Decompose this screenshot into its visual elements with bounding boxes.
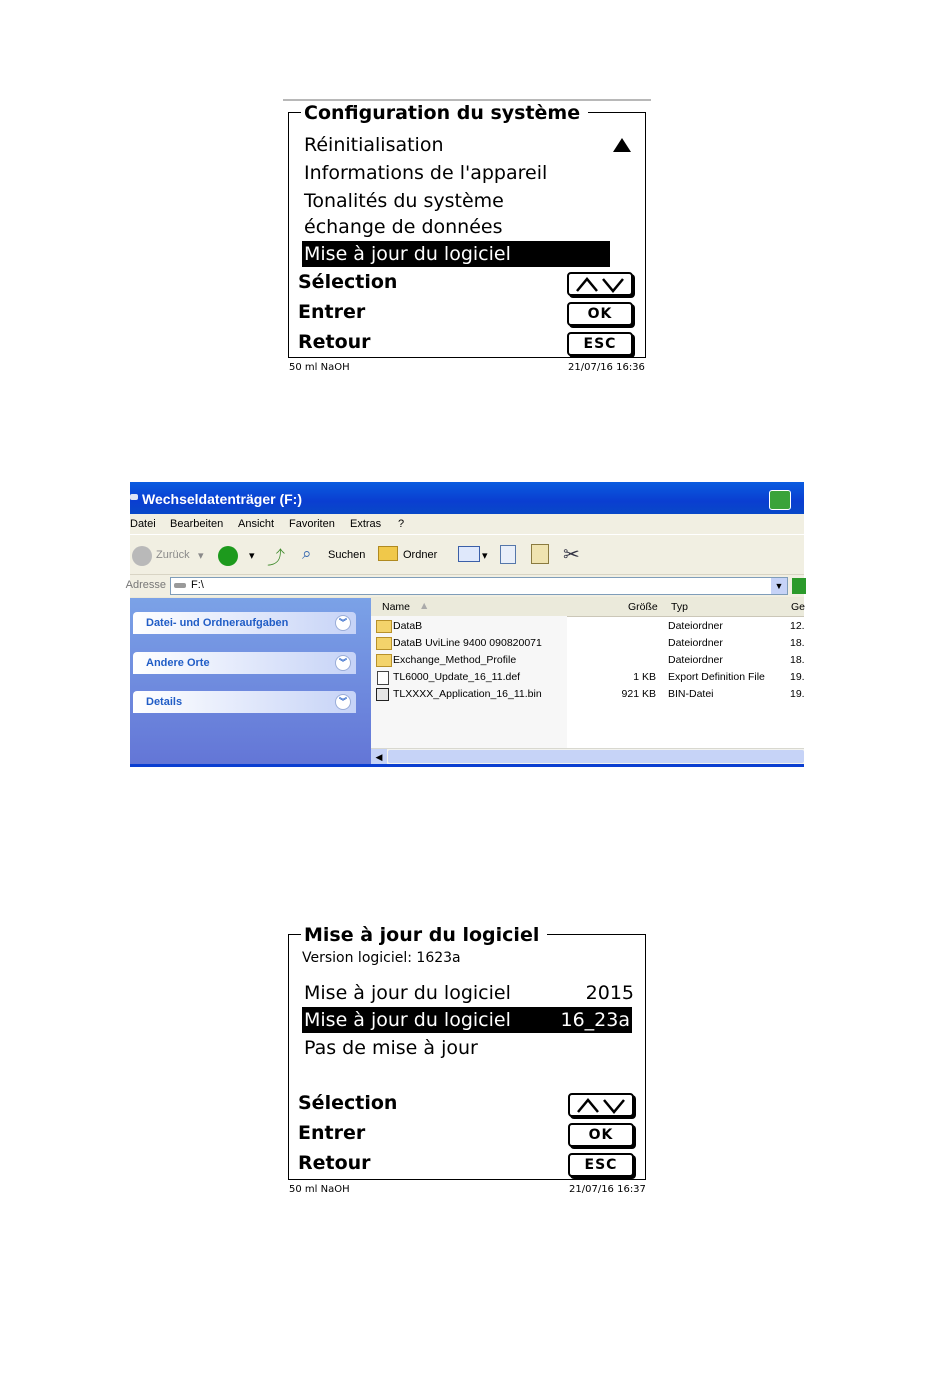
menu-item-device-info[interactable]: Informations de l'appareil [304,162,548,184]
menu-favoriten[interactable]: Favoriten [289,518,335,530]
ok-button[interactable]: OK [567,302,633,326]
key-label-back: Retour [298,1152,371,1174]
explorer-window [125,482,806,767]
window-control-icon[interactable] [769,490,791,510]
software-version: Version logiciel: 1623a [302,950,461,966]
file-date: 18. [790,654,805,666]
views-dropdown-icon[interactable]: ▾ [482,550,488,562]
folders-button[interactable]: Ordner [403,549,438,561]
key-label-enter: Entrer [298,301,366,323]
address-label: Adresse [125,579,166,591]
back-arrow-icon[interactable] [132,546,152,566]
window-border [130,764,804,767]
menu-help[interactable]: ? [398,518,405,530]
menu-ansicht[interactable]: Ansicht [238,518,275,530]
back-dropdown-icon[interactable]: ▾ [198,550,204,562]
file-type: Export Definition File [668,671,765,683]
menu-item-reset[interactable]: Réinitialisation [304,134,444,156]
forward-dropdown-icon[interactable]: ▾ [249,550,255,562]
key-label-back: Retour [298,331,371,353]
option-label: Mise à jour du logiciel [304,1009,511,1031]
footer-reagent: 50 ml NaOH [289,1184,350,1195]
expand-chevron-icon[interactable]: ︾ [335,655,351,671]
copy-icon[interactable] [500,545,516,564]
horizontal-scrollbar[interactable] [371,748,804,765]
cut-icon[interactable]: ✂ [563,544,580,566]
esc-button[interactable]: ESC [568,1153,634,1177]
folder-icon [376,637,392,650]
file-size: 1 KB [633,671,656,683]
software-update-screen [288,924,646,1180]
folders-icon[interactable] [378,546,398,561]
menu-bar [130,514,804,534]
menu-item-system-tones[interactable]: Tonalités du système [304,190,504,212]
ok-button[interactable]: OK [568,1123,634,1147]
address-bar [125,574,804,597]
file-row[interactable] [371,618,804,634]
search-button[interactable]: Suchen [328,549,366,561]
task-group-label: Details [146,696,183,708]
screen-title: Mise à jour du logiciel [301,923,547,947]
system-config-screen [288,102,646,358]
file-size: 921 KB [621,688,656,700]
folder-icon [376,620,392,633]
expand-chevron-icon[interactable]: ︾ [335,615,351,631]
scroll-up-arrow-icon [613,138,631,152]
menu-item-software-update[interactable]: Mise à jour du logiciel [302,241,610,267]
file-row[interactable] [371,635,804,651]
window-title: Wechseldatenträger (F:) [142,491,302,507]
option-value: 16_23a [560,1009,630,1031]
binary-file-icon [376,688,389,701]
column-name[interactable]: Name [382,601,411,613]
file-row[interactable] [371,686,804,702]
option-label: Pas de mise à jour [304,1037,478,1059]
key-label-selection: Sélection [298,1092,398,1114]
file-list [371,598,804,748]
menu-extras[interactable]: Extras [350,518,382,530]
sort-ascending-icon: ▲ [419,600,430,612]
file-name: DataB [393,620,423,632]
address-dropdown-icon[interactable]: ▼ [771,578,787,594]
file-type: Dateiordner [668,637,723,649]
file-row[interactable] [371,652,804,668]
menu-bearbeiten[interactable]: Bearbeiten [170,518,224,530]
forward-arrow-icon[interactable] [218,546,238,566]
views-icon[interactable] [458,546,480,562]
scrollbar-thumb[interactable] [388,750,804,763]
document-icon [377,671,389,685]
file-date: 18. [790,637,805,649]
file-type: BIN-Datei [668,688,714,700]
up-down-arrows-icon [574,1098,628,1114]
footer-datetime: 21/07/16 16:37 [569,1184,646,1195]
file-row[interactable] [371,669,804,685]
file-type: Dateiordner [668,654,723,666]
scroll-left-icon[interactable]: ◀ [371,749,387,765]
folder-icon [376,654,392,667]
folder-up-icon[interactable]: ⤴ [267,548,285,568]
expand-chevron-icon[interactable]: ︾ [335,694,351,710]
option-no-update[interactable] [302,1035,478,1061]
option-update-2015[interactable] [302,980,634,1006]
column-header [371,598,804,617]
up-down-button[interactable] [568,1093,634,1117]
search-icon[interactable]: ⌕ [302,544,312,563]
file-type: Dateiordner [668,620,723,632]
key-label-selection: Sélection [298,271,398,293]
option-label: Mise à jour du logiciel [304,982,511,1004]
toolbar [130,534,804,575]
up-down-button[interactable] [567,272,633,296]
task-group-label: Andere Orte [146,657,210,669]
file-name: DataB UviLine 9400 090820071 [393,637,542,649]
task-pane [130,598,371,767]
column-type[interactable]: Typ [671,601,688,613]
menu-datei[interactable]: Datei [130,518,156,530]
screen-title: Configuration du système [301,101,588,125]
file-name: Exchange_Method_Profile [393,654,517,666]
option-update-16-23a[interactable] [302,1007,632,1033]
column-size[interactable]: Größe [628,601,658,613]
esc-button[interactable]: ESC [567,332,633,356]
drive-small-icon [174,583,186,588]
file-date: 12. [790,620,805,632]
task-group-label: Datei- und Ordneraufgaben [146,617,289,629]
option-value: 2015 [585,982,634,1004]
file-date: 19. [790,688,805,700]
footer-datetime: 21/07/16 16:36 [568,362,645,373]
file-name: TLXXXX_Application_16_11.bin [393,688,542,700]
file-date: 19. [790,671,805,683]
file-name: TL6000_Update_16_11.def [393,671,521,683]
other-places-group[interactable] [133,652,356,674]
address-input[interactable] [170,577,788,595]
footer-reagent: 50 ml NaOH [289,362,350,373]
menu-item-data-exchange[interactable]: échange de données [304,216,503,238]
title-bar[interactable] [130,482,804,514]
up-down-arrows-icon [573,277,627,293]
drive-icon [130,494,138,500]
details-group[interactable] [133,691,356,713]
column-date[interactable]: Ge [791,601,806,613]
go-arrow-icon[interactable] [792,578,806,594]
key-label-enter: Entrer [298,1122,366,1144]
file-folder-tasks-group[interactable] [133,612,356,634]
back-button[interactable]: Zurück [156,549,190,561]
address-value: F:\ [191,579,204,591]
paste-icon[interactable] [531,544,549,564]
